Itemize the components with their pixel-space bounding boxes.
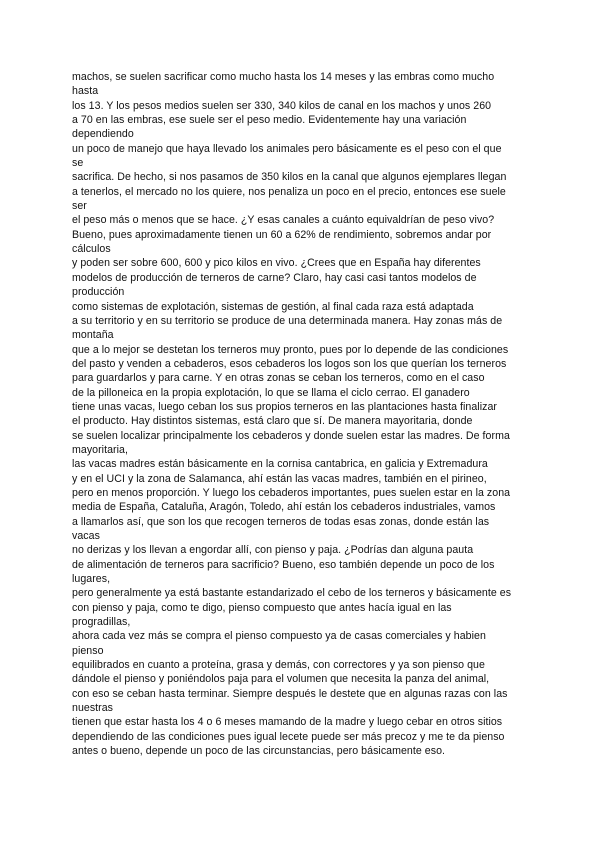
text-line: un poco de manejo que haya llevado los animales pero básicamente es el peso con el que — [72, 142, 502, 155]
text-line: montaña — [72, 329, 114, 342]
text-line: como sistemas de explotación, sistemas de gestión, al final cada raza está adaptada — [72, 300, 474, 313]
text-line: sacrifica. De hecho, si nos pasamos de 350 kilos en la canal que algunos ejemplares llegan — [72, 171, 507, 184]
text-line: Bueno, pues aproximadamente tienen un 60 a 62% de rendimiento, sobremos andar por — [72, 228, 492, 241]
text-line: el producto. Hay distintos sistemas, está claro que sí. De manera mayoritaria, donde — [72, 415, 473, 428]
text-line: mayoritaria, — [72, 443, 128, 456]
text-line: a tenerlos, el mercado no los quiere, nos penaliza un poco en el precio, entonces ese suele — [72, 185, 506, 198]
text-line: lugares, — [72, 573, 111, 586]
text-line: el peso más o menos que se hace. ¿Y esas canales a cuánto equivaldrían de peso vivo? — [72, 214, 495, 227]
text-line: y en el UCI y la zona de Salamanca, ahí están las vacas madres, también en el pirineo, — [72, 472, 487, 485]
text-line: con eso se ceban hasta terminar. Siempre después le destete que en algunas razas con las — [72, 687, 508, 700]
text-line: a su territorio y en su territorio se produce de una determinada manera. Hay zonas más de — [72, 314, 503, 327]
text-line: vacas — [72, 530, 100, 542]
text-line: progradillas, — [72, 616, 131, 629]
text-line: a 70 en las embras, ese suele ser el peso medio. Evidentemente hay una variación — [72, 114, 467, 127]
text-line: cálculos — [72, 243, 111, 256]
text-line: ahora cada vez más se compra el pienso compuesto ya de casas comerciales y habien — [72, 630, 486, 643]
text-line: pero generalmente ya está bastante estandarizado el cebo de los terneros y básicamente es — [72, 587, 512, 600]
text-line: de alimentación de terneros para sacrificio? Bueno, eso también depende un poco de los — [72, 558, 495, 571]
transcript-text — [72, 70, 542, 759]
text-line: con pienso y paja, como te digo, pienso compuesto que antes hacía igual en las — [72, 601, 452, 614]
text-line: pero en menos proporción. Y luego los cebaderos importantes, pues suelen estar en la zona — [72, 486, 511, 499]
text-line: dependiendo de las condiciones pues igual lecete puede ser más precoz y me te da pienso — [72, 730, 505, 743]
text-line: para guardarlos y para carne. Y en otras zonas se ceban los terneros, como en el caso — [72, 372, 485, 385]
text-line: se — [72, 157, 84, 170]
text-line: del pasto y venden a cebaderos, esos cebaderos los logos son los que querían los terneros — [72, 357, 507, 370]
text-line: y poden ser sobre 600, 600 y pico kilos en vivo. ¿Crees que en España hay diferentes — [72, 257, 481, 270]
text-line: no derizas y los llevan a engordar allí, con pienso y paja. ¿Podrías dan alguna pauta — [72, 544, 474, 557]
text-line: las vacas madres están básicamente en la cornisa cantabrica, en galicia y Extremadura — [72, 458, 488, 471]
text-line: pienso — [72, 644, 104, 657]
text-line: tienen que estar hasta los 4 o 6 meses mamando de la madre y luego cebar en otros sitios — [72, 716, 503, 729]
text-line: dándole el pienso y poniéndolos paja para el volumen que necesita la panza del animal, — [72, 673, 490, 686]
text-line: media de España, Cataluña, Aragón, Toledo, ahí están los cebaderos industriales, vamos — [72, 501, 496, 514]
text-line: dependiendo — [72, 128, 134, 141]
text-line: nuestras — [72, 702, 114, 715]
text-line: a llamarlos así, que son los que recogen terneros de todas esas zonas, donde están las — [72, 515, 490, 528]
text-line: ser — [72, 200, 87, 213]
text-line: antes o bueno, depende un poco de las circunstancias, pero básicamente eso. — [72, 745, 446, 758]
text-line: hasta — [72, 85, 99, 98]
text-line: los 13. Y los pesos medios suelen ser 330, 340 kilos de canal en los machos y unos 260 — [72, 99, 492, 112]
text-line: que a lo mejor se destetan los terneros muy pronto, pues por lo depende de las condiciones — [72, 343, 509, 356]
text-line: producción — [72, 286, 125, 299]
text-line: modelos de producción de terneros de carne? Claro, hay casi casi tantos modelos de — [72, 271, 477, 284]
text-line: equilibrados en cuanto a proteína, grasa y demás, con correctores y ya son pienso que — [72, 659, 485, 672]
text-line: de la pilloneica en la propia explotación, lo que se llama el ciclo cerrao. El ganadero — [72, 386, 470, 399]
text-line: se suelen localizar principalmente los cebaderos y donde suelen estar las madres. De forma — [72, 429, 510, 442]
text-line: tiene unas vacas, luego ceban los sus propios terneros en las plantaciones hasta finalizar — [72, 400, 497, 413]
text-line: machos, se suelen sacrificar como mucho hasta los 14 meses y las embras como mucho — [72, 71, 495, 83]
